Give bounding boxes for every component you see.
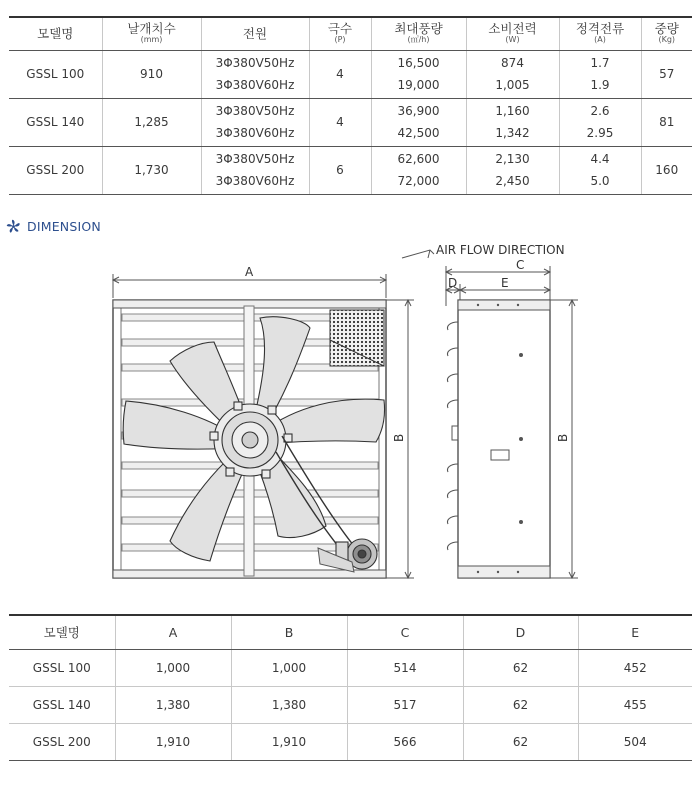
spec-cell-consumption: 2,130 2,450 <box>466 146 559 194</box>
spec-row <box>9 98 692 146</box>
spec-cell-poles: 4 <box>309 98 371 146</box>
spec-header-airflow: 최대풍량 (㎥/h) <box>371 17 466 50</box>
label-dim-c: C <box>516 258 525 272</box>
label-airflow-direction: AIR FLOW DIRECTION <box>436 243 565 257</box>
dims-cell: 1,910 <box>115 723 231 760</box>
spec-cell-blade: 910 <box>102 50 201 98</box>
label-dim-b-side: B <box>556 433 570 442</box>
spec-cell-power: 3Φ380V50Hz 3Φ380V60Hz <box>201 50 309 98</box>
dims-cell: 517 <box>347 686 463 723</box>
spec-cell-consumption: 874 1,005 <box>466 50 559 98</box>
dims-cell: 455 <box>578 686 692 723</box>
dims-cell: 62 <box>463 723 578 760</box>
spec-cell-weight: 81 <box>641 98 692 146</box>
label-dim-e: E <box>501 276 509 290</box>
fan-icon <box>6 219 21 234</box>
spec-cell-consumption: 1,160 1,342 <box>466 98 559 146</box>
dims-cell: 1,380 <box>115 686 231 723</box>
dims-cell: 452 <box>578 649 692 686</box>
spec-header-poles: 극수 (P) <box>309 17 371 50</box>
spec-cell-current: 1.7 1.9 <box>559 50 641 98</box>
label-dim-d: D <box>448 276 458 290</box>
dims-header-c: C <box>347 615 463 649</box>
dims-cell: 62 <box>463 649 578 686</box>
spec-cell-current: 2.6 2.95 <box>559 98 641 146</box>
dims-header-model: 모델명 <box>9 615 115 649</box>
label-dim-a: A <box>245 265 254 279</box>
dimension-title: DIMENSION <box>27 219 101 234</box>
spec-header-row <box>9 17 692 50</box>
dims-header-e: E <box>578 615 692 649</box>
dims-cell: GSSL 140 <box>9 686 115 723</box>
dims-cell: 1,910 <box>231 723 347 760</box>
dims-cell: GSSL 100 <box>9 649 115 686</box>
spec-table <box>9 16 692 195</box>
spec-cell-power: 3Φ380V50Hz 3Φ380V60Hz <box>201 98 309 146</box>
spec-cell-poles: 6 <box>309 146 371 194</box>
spec-cell-airflow: 16,500 19,000 <box>371 50 466 98</box>
spec-header-model: 모델명 <box>9 17 102 50</box>
spec-header-weight: 중량 (Kg) <box>641 17 692 50</box>
dims-header-row <box>9 615 692 649</box>
spec-cell-power: 3Φ380V50Hz 3Φ380V60Hz <box>201 146 309 194</box>
dims-cell: 514 <box>347 649 463 686</box>
spec-cell-current: 4.4 5.0 <box>559 146 641 194</box>
dims-cell: 504 <box>578 723 692 760</box>
spec-header-current: 정격전류 (A) <box>559 17 641 50</box>
spec-cell-weight: 57 <box>641 50 692 98</box>
spec-cell-airflow: 36,900 42,500 <box>371 98 466 146</box>
spec-header-consumption: 소비전력 (W) <box>466 17 559 50</box>
spec-cell-airflow: 62,600 72,000 <box>371 146 466 194</box>
dims-row <box>9 649 692 686</box>
dims-cell: 566 <box>347 723 463 760</box>
spec-cell-weight: 160 <box>641 146 692 194</box>
spec-row <box>9 146 692 194</box>
label-dim-b-front: B <box>392 433 406 442</box>
dims-cell: 1,000 <box>115 649 231 686</box>
dims-cell: GSSL 200 <box>9 723 115 760</box>
spec-cell-blade: 1,285 <box>102 98 201 146</box>
spec-row <box>9 50 692 98</box>
dims-header-b: B <box>231 615 347 649</box>
dims-cell: 1,380 <box>231 686 347 723</box>
spec-cell-model: GSSL 100 <box>9 50 102 98</box>
spec-cell-poles: 4 <box>309 50 371 98</box>
spec-cell-model: GSSL 200 <box>9 146 102 194</box>
dims-header-a: A <box>115 615 231 649</box>
spec-cell-blade: 1,730 <box>102 146 201 194</box>
spec-header-power: 전원 <box>201 17 309 50</box>
spec-cell-model: GSSL 140 <box>9 98 102 146</box>
dims-row <box>9 723 692 760</box>
dimension-table <box>9 614 692 761</box>
dims-header-d: D <box>463 615 578 649</box>
dimension-heading <box>6 219 101 234</box>
dims-row <box>9 686 692 723</box>
dims-cell: 1,000 <box>231 649 347 686</box>
dims-cell: 62 <box>463 686 578 723</box>
fan-dimension-drawing <box>0 236 700 608</box>
spec-header-blade: 날개치수 (mm) <box>102 17 201 50</box>
